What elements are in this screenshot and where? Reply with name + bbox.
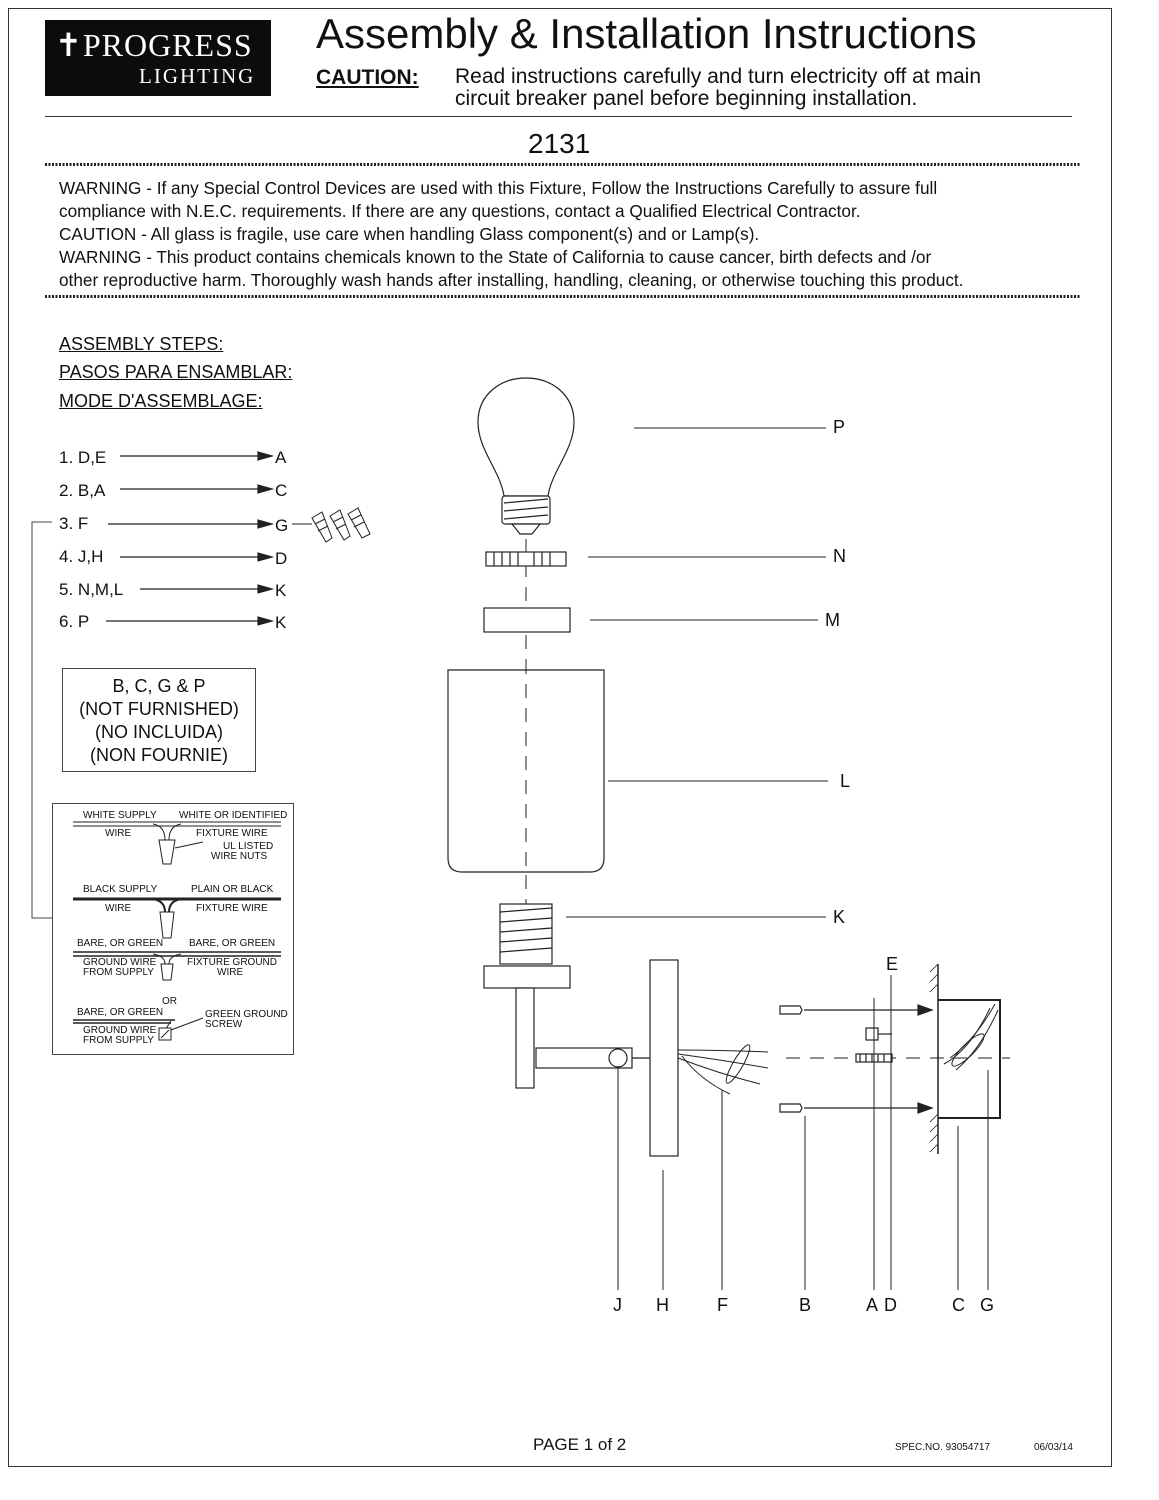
logo-line-2: LIGHTING <box>139 64 256 88</box>
step-5: 5. N,M,L <box>59 580 124 599</box>
document-date: 06/03/14 <box>1034 1442 1073 1453</box>
caution-label: CAUTION: <box>316 66 419 89</box>
caution-line-2: circuit breaker panel before beginning installation. <box>455 87 918 110</box>
glass-holder-ring-icon <box>484 608 570 632</box>
caution-line-1: Read instructions carefully and turn electricity off at main <box>455 65 982 88</box>
label-h: H <box>656 1295 669 1315</box>
wiring-label: OR <box>162 996 177 1007</box>
label-j: J <box>613 1295 622 1315</box>
label-b: B <box>799 1295 812 1315</box>
spec-number: SPEC.NO. 93054717 <box>895 1442 991 1453</box>
warning-line: other reproductive harm. Thoroughly wash hands after installing, handling, cleaning, or otherwise touching this product. <box>59 270 964 290</box>
assembly-heading-es: PASOS PARA ENSAMBLAR: <box>59 362 293 382</box>
wiring-label: SCREW <box>205 1019 243 1030</box>
label-l: L <box>840 771 851 791</box>
not-furnished-line: (NOT FURNISHED) <box>79 699 239 719</box>
wiring-label: WHITE SUPPLY <box>83 810 157 821</box>
logo-line-1: ✝PROGRESS <box>55 27 253 63</box>
wiring-label: PLAIN OR BLACK <box>191 884 274 895</box>
label-k: K <box>833 907 846 927</box>
backplate-icon <box>650 960 678 1156</box>
wiring-label: FIXTURE WIRE <box>196 828 268 839</box>
wiring-label: GROUND WIRE <box>83 957 157 968</box>
step-4-target: D <box>275 549 288 568</box>
wiring-label: FIXTURE GROUND <box>187 957 277 968</box>
label-c: C <box>952 1295 965 1315</box>
wiring-label: WIRE <box>105 828 132 839</box>
step-5-target: K <box>275 581 287 600</box>
wiring-label: BARE, OR GREEN <box>77 1007 164 1018</box>
warning-line: CAUTION - All glass is fragile, use care when handling Glass component(s) and or Lamp(s). <box>59 224 760 244</box>
label-e: E <box>886 954 899 974</box>
lamp-socket-icon <box>500 904 552 964</box>
wiring-label: GREEN GROUND <box>205 1009 288 1020</box>
assembly-heading-en: ASSEMBLY STEPS: <box>59 334 224 354</box>
wiring-label: WHITE OR IDENTIFIED <box>179 810 288 821</box>
assembly-heading-fr: MODE D'ASSEMBLAGE: <box>59 391 263 411</box>
step-2-target: C <box>275 481 288 500</box>
label-d: D <box>884 1295 897 1315</box>
label-a: A <box>866 1295 879 1315</box>
wiring-label: BARE, OR GREEN <box>77 938 164 949</box>
label-f: F <box>717 1295 728 1315</box>
label-p: P <box>833 417 846 437</box>
warning-line: WARNING - If any Special Control Devices are used with this Fixture, Follow the Instructions Carefully to assure full <box>59 178 938 198</box>
step-2: 2. B,A <box>59 481 106 500</box>
page-indicator: PAGE 1 of 2 <box>533 1435 627 1454</box>
wiring-label: UL LISTED <box>223 841 274 852</box>
step-6: 6. P <box>59 612 90 631</box>
not-furnished-line: (NO INCLUIDA) <box>94 722 223 742</box>
model-number: 2131 <box>528 128 591 159</box>
step-1-target: A <box>275 448 287 467</box>
warning-line: compliance with N.E.C. requirements. If there are any questions, contact a Qualified Electrical Contractor. <box>59 201 861 221</box>
wiring-label: BLACK SUPPLY <box>83 884 158 895</box>
wiring-label: WIRE <box>217 967 244 978</box>
wiring-label: FIXTURE WIRE <box>196 903 268 914</box>
socket-ring-icon <box>486 552 566 566</box>
step-6-target: K <box>275 613 287 632</box>
wiring-label: FROM SUPPLY <box>83 967 154 978</box>
step-3: 3. F <box>59 514 89 533</box>
light-bulb-icon <box>478 378 574 496</box>
wiring-label: WIRE NUTS <box>211 851 268 862</box>
label-g: G <box>980 1295 995 1315</box>
step-4: 4. J,H <box>59 547 104 566</box>
step-1: 1. D,E <box>59 448 107 467</box>
wiring-label: GROUND WIRE <box>83 1025 157 1036</box>
wiring-label: BARE, OR GREEN <box>189 938 276 949</box>
wiring-label: WIRE <box>105 903 132 914</box>
not-furnished-line: (NON FOURNIE) <box>90 745 228 765</box>
wiring-label: FROM SUPPLY <box>83 1035 154 1046</box>
warning-line: WARNING - This product contains chemicals known to the State of California to cause cancer, birth defects and /or <box>59 247 932 267</box>
label-n: N <box>833 546 846 566</box>
label-m: M <box>825 610 840 630</box>
not-furnished-line: B, C, G & P <box>112 676 206 696</box>
page-title: Assembly & Installation Instructions <box>316 10 977 57</box>
step-3-target: G <box>275 516 289 535</box>
